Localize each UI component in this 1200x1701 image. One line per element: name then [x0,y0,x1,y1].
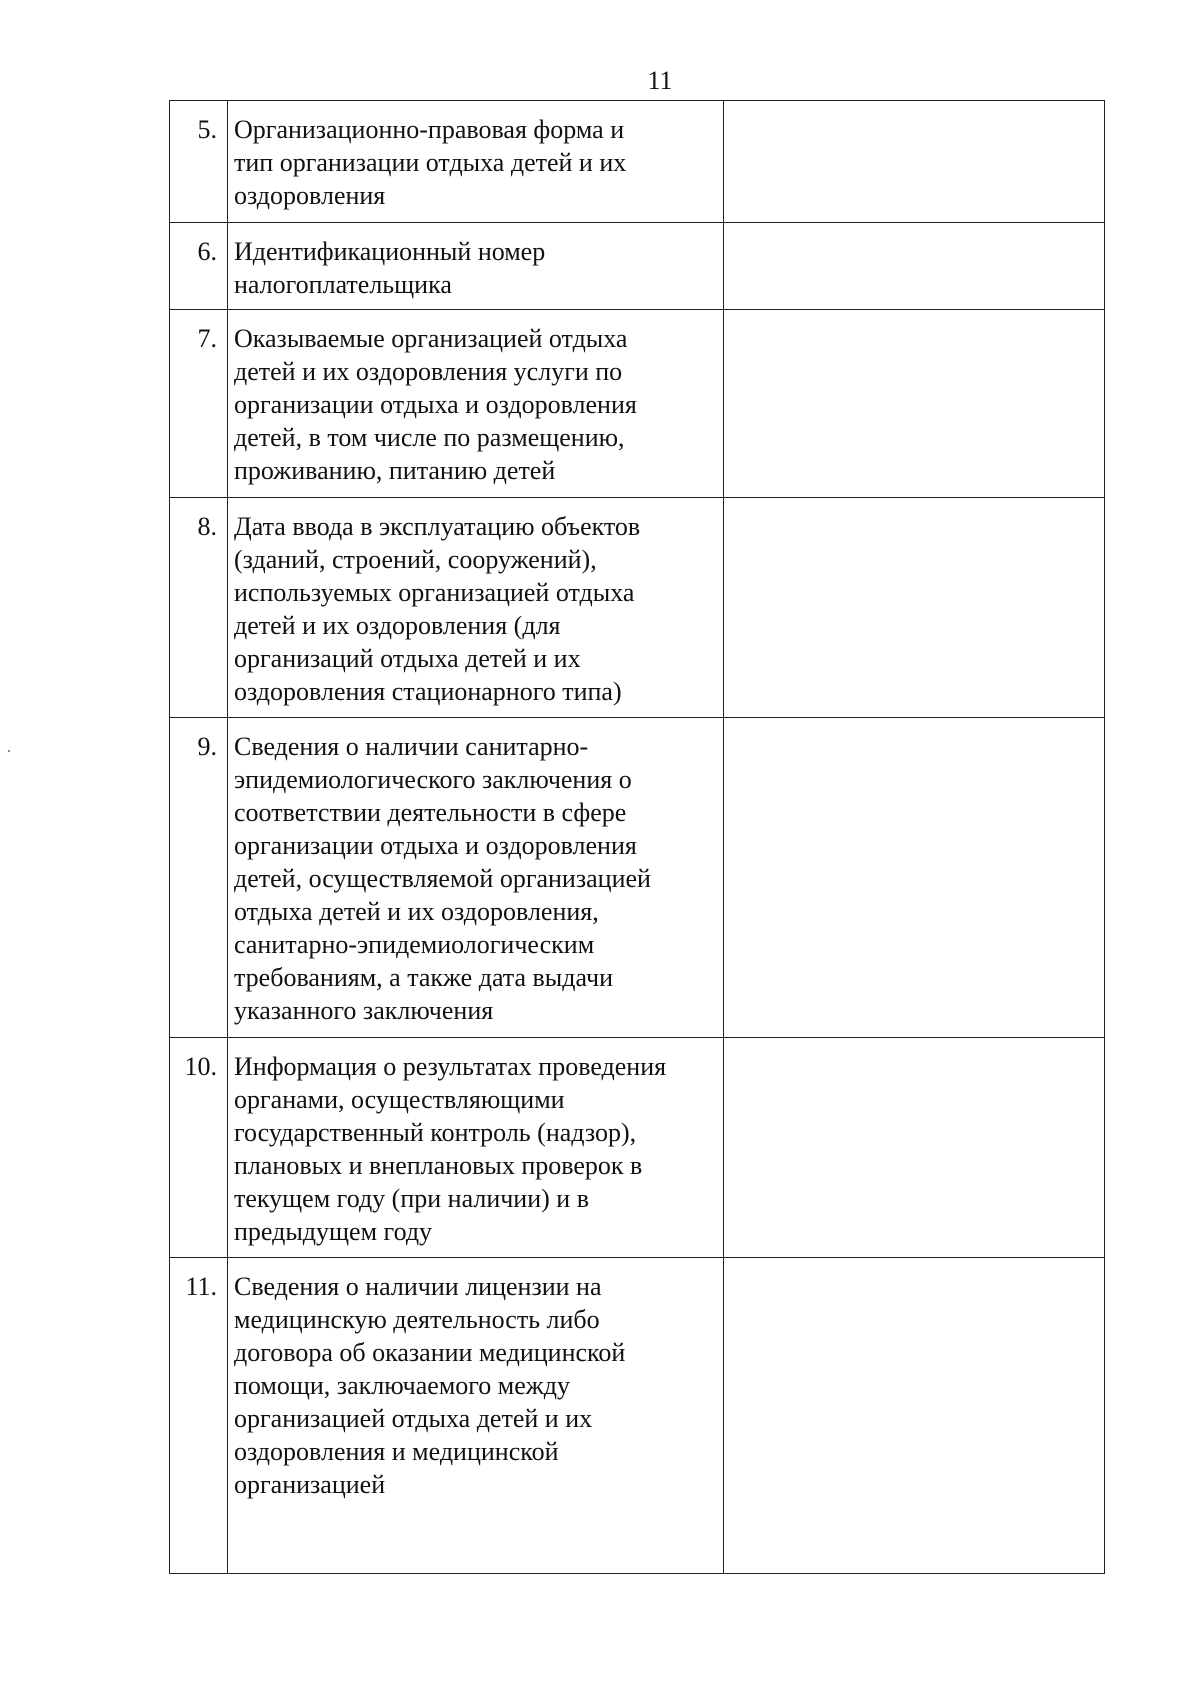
row-value-field[interactable] [724,718,1105,1038]
row-value-field[interactable] [724,1258,1105,1574]
row-label: Организационно-правовая форма и тип организации отдыха детей и их оздоровления [228,101,724,223]
page-number: 11 [647,66,673,95]
row-label: Оказываемые организацией отдыха детей и их оздоровления услуги по организации отдыха и оздоровления детей, в том числе по размещению, проживанию, питанию детей [228,310,724,498]
row-value-field[interactable] [724,1038,1105,1258]
row-number: 8. [170,498,228,718]
table-row [170,498,1105,718]
row-value-field[interactable] [724,310,1105,498]
table-row [170,1038,1105,1258]
row-label: Идентификационный номер налогоплательщика [228,223,724,310]
row-number: 6. [170,223,228,310]
row-number: 7. [170,310,228,498]
row-label: Сведения о наличии лицензии на медицинскую деятельность либо договора об оказании медицинской помощи, заключаемого между организацией отдыха детей и их оздоровления и медицинской организацией [228,1258,724,1574]
form-table [169,100,1105,1574]
row-number: 9. [170,718,228,1038]
row-label: Дата ввода в эксплуатацию объектов (зданий, строений, сооружений), используемых организацией отдыха детей и их оздоровления (для организаций отдыха детей и их оздоровления стационарного типа) [228,498,724,718]
table-row [170,223,1105,310]
table-row [170,101,1105,223]
row-label: Сведения о наличии санитарно- эпидемиологического заключения о соответствии деятельности в сфере организации отдыха и оздоровления детей, осуществляемой организацией отдыха детей и их оздоровления, санитарно-эпидемиологическим требованиям, а также дата выдачи указанного заключения [228,718,724,1038]
table-row [170,310,1105,498]
row-value-field[interactable] [724,498,1105,718]
row-number: 10. [170,1038,228,1258]
row-number: 5. [170,101,228,223]
row-label: Информация о результатах проведения органами, осуществляющими государственный контроль (надзор), плановых и внеплановых проверок в текущем году (при наличии) и в предыдущем году [228,1038,724,1258]
row-value-field[interactable] [724,223,1105,310]
row-value-field[interactable] [724,101,1105,223]
table-row [170,718,1105,1038]
scan-speck [8,750,10,752]
table-row [170,1258,1105,1574]
row-number: 11. [170,1258,228,1574]
